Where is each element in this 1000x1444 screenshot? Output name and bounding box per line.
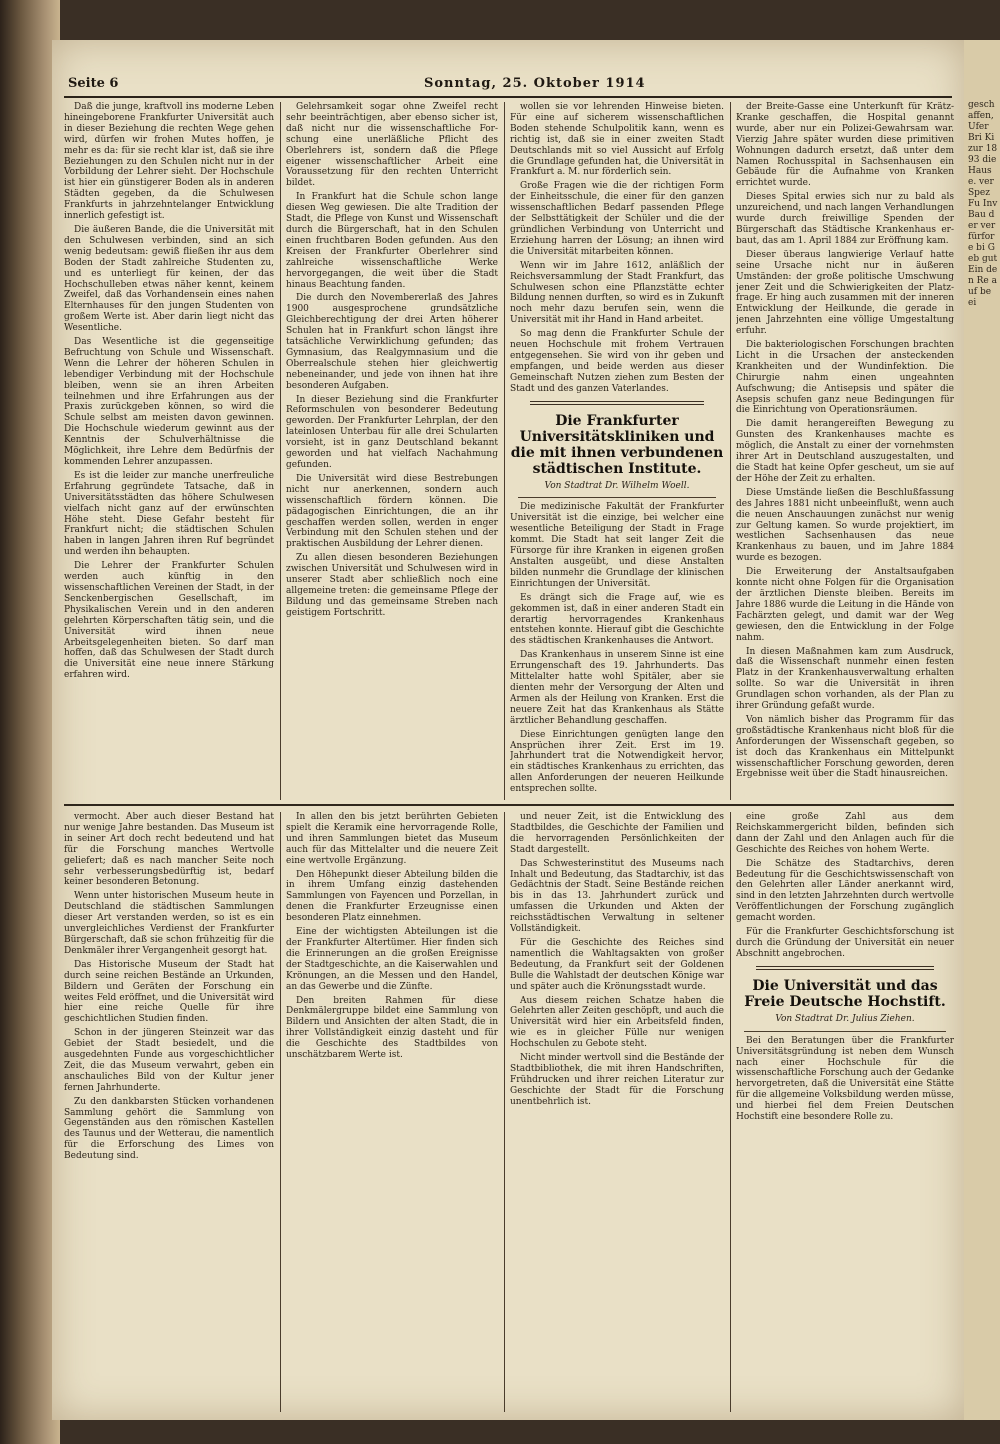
lower-column-2 bbox=[286, 812, 498, 1412]
paragraph: Daß die junge, kraftvoll ins moderne Leben hineingeborene Frankfurter Universität auch in dieser Beziehung die rechten Wege gehen wird, dürfen wir frohen Mutes hoffen, je mehr es da: für sie recht klar ist, daß sie ihre Beziehungen zu den Schulen nicht nur in der Vorbildung der Lehrer sieht. Der Hochschule ist hier ein günstigerer Boden als in anderen Städten gegeben, da die Schulwesen Frankfurts in jahrzehntelanger Entwicklung innerlich gefestigt ist. bbox=[64, 102, 274, 222]
paragraph: Aus diesem reichen Schatze haben die Gelehrten aller Zeiten geschöpft, und auch die Universität wird hier ein Arbeitsfeld finden, wie es in gleicher Fülle nur wenigen Hochschulen zu Gebote steht. bbox=[510, 995, 724, 1050]
paragraph: Wenn wir im Jahre 1612, anläßlich der Reichsversammlung der Stadt Frankfurt, das Schulwesen schon eine Pflanzstätte echter Bildung nennen durften, so wird es in Zukunft noch mehr dazu berufen sein, wenn die Universität mit ihr Hand in Hand arbeitet. bbox=[510, 260, 724, 326]
upper-column-3 bbox=[510, 102, 724, 800]
paragraph: Für die Frankfurter Geschichtsforschung ist durch die Gründung der Universität ein neuer Abschnitt angebrochen. bbox=[736, 927, 954, 959]
paragraph: Dieses Spital erwies sich nur zu bald als unzureichend, und nach langen Verhandlungen wurde durch freiwillige Spenden der Bürgerschaft das Städtische Krankenhaus erbaut, das am 1. April 1884 zur Eröffnung kam. bbox=[736, 192, 954, 246]
paragraph: Nicht minder wertvoll sind die Bestände der Stadtbibliothek, die mit ihren Handschriften, Frühdrucken und ihrer reichen Literatur zur Geschichte der Stadt für die Forschung unentbehrlich ist. bbox=[510, 1053, 724, 1107]
article-byline: Von Stadtrat Dr. Wilhelm Woell. bbox=[544, 480, 690, 491]
column-divider bbox=[504, 102, 505, 800]
paragraph: Die medizinische Fakultät der Frankfurter Universität ist die einzige, bei welcher eine wesentliche Beteiligung der Stadt in Frage kommt. Die Stadt hat seit langer Zeit die Fürsorge für ihre Kranken in eigenen großen Anstalten ausgeübt, und diese Anstalten bilden nunmehr die Grundlage der klinischen Einrichtungen der Universität. bbox=[510, 502, 724, 589]
paragraph: eine große Zahl aus dem Reichskammergericht bilden, befinden sich dann der Zahl und den Anlagen auch für die Geschichte des Reiches von hohem Werte. bbox=[736, 812, 954, 855]
upper-column-1 bbox=[64, 102, 274, 800]
paragraph: Die äußeren Bande, die die Universität mit den Schulwesen verbinden, sind an sich wenig bedeutsam: gewiß fließen ihr aus dem Boden der Stadt zahlreiche Studenten zu, und es unterliegt für keinen, der das Hochschulleben etwas näher kennt, keinem Zweifel, daß das Vorhandensein eines nahen Elternhauses für den jungen Studenten von großem Werte ist. Aber darin liegt nicht das Wesentliche. bbox=[64, 224, 274, 334]
article-byline: Von Stadtrat Dr. Julius Ziehen. bbox=[775, 1013, 915, 1024]
column-divider bbox=[504, 812, 505, 1412]
article-headline: Die Universität und das Freie Deutsche Hochstift. bbox=[744, 977, 946, 1010]
paragraph: Das Wesentliche ist die gegenseitige Befruchtung von Schule und Wissenschaft. Wenn die Lehrer der höheren Schulen in lebendiger Verbindung mit der Hochschule bleiben, wenn sie an ihren Arbeiten teilnehmen und ihre Erfahrungen aus der Praxis zurückgeben können, so wird die Schule selbst am meisten davon gewinnen. Die Hochschule wiederum gewinnt aus der Kenntnis der Schulverhältnisse die Möglichkeit, ihre Lehre dem Bedürfnis der kommenden Lehrer anzupassen. bbox=[64, 337, 274, 467]
paragraph: Die damit herangereiften Bewegung zu Gunsten des Krankenhauses machte es möglich, die Anstalt zu einer der vornehmsten ihrer Art in Deutschland auszugestalten, und die Stadt hat keine Opfer gescheut, um sie auf der Höhe der Zeit zu erhalten. bbox=[736, 419, 954, 484]
paragraph: Den breiten Rahmen für diese Denkmälergruppe bildet eine Sammlung von Bildern und Ansichten der alten Stadt, die in ihrer Vollständigkeit einzig dasteht und für die Geschichte des Stadtbildes von unschätzbarem Werte ist. bbox=[286, 995, 498, 1061]
paragraph: Die Universität wird diese Bestrebungen nicht nur anerkennen, sondern auch wissenschaftlich fördern können. Die pädagogischen Einrichtungen, die an ihr geschaffen werden sollen, werden in enger Verbindung mit den Schulen stehen und der praktischen Ausbildung der Lehrer dienen. bbox=[286, 473, 498, 550]
paragraph: Von nämlich bisher das Programm für das großstädtische Krankenhaus nicht bloß für die Anforderungen der Wissenschaft gegeben, so ist doch das Krankenhaus ein Mittelpunkt wissenschaftlicher Forschung geworden, deren Ergebnisse weit über die Stadt hinausreichen. bbox=[736, 714, 954, 780]
paragraph: Die Lehrer der Frankfurter Schulen werden auch künftig in den wissenschaftlichen Vereinen der Stadt, in der Senckenbergischen Gesellschaft, im Physikalischen Verein und in den anderen gelehrten Körperschaften tätig sein, und die Universität wird ihnen neue Arbeitsgelegenheiten bieten. So darf man hoffen, daß das Schulwesen der Stadt durch die Universität eine neue innere Stärkung erfahren wird. bbox=[64, 561, 274, 681]
paragraph: In dieser Beziehung sind die Frankfurter Reformschulen von besonderer Bedeutung geworden. Der Frankfurter Lehrplan, der den lateinlosen Unterbau für alle drei Schularten vorsieht, ist in ganz Deutschland bekannt geworden und hat vielfach Nachahmung gefunden. bbox=[286, 394, 498, 470]
paragraph: Das Krankenhaus in unserem Sinne ist eine Errungenschaft des 19. Jahrhunderts. Das Mittelalter hatte wohl Spitäler, aber sie dienten mehr der Versorgung der Alten und Armen als der Heilung von Kranken. Erst die neuere Zeit hat das Krankenhaus als Stätte ärztlicher Behandlung geschaffen. bbox=[510, 650, 724, 726]
column-divider bbox=[280, 812, 281, 1412]
paragraph: Es drängt sich die Frage auf, wie es gekommen ist, daß in einer anderen Stadt ein derartig hervorragendes Krankenhaus entstehen konnte. Hierauf gibt die Geschichte des städtischen Krankenhauses die Antwort. bbox=[510, 592, 724, 647]
paragraph: In Frankfurt hat die Schule schon lange diesen Weg gewiesen. Die alte Tradition der Stadt, die Pflege von Kunst und Wissenschaft durch die Bürgerschaft, hat in den Schulen einen fruchtbaren Boden gefunden. Aus den Kreisen der Frankfurter Oberlehrer sind zahlreiche wissenschaftliche Werke hervorgegangen, die weit über die Stadt hinaus Beachtung fanden. bbox=[286, 192, 498, 290]
section-divider bbox=[64, 804, 954, 806]
paragraph: Zu allen diesen besonderen Beziehungen zwischen Universität und Schulwesen wird in unserer Stadt aber schließlich noch eine allgemeine treten: die gemeinsame Pflege der Bildung und das gemeinsame Streben nach geistigem Fortschritt. bbox=[286, 553, 498, 618]
adjacent-page-text: geschaffen, Ufer Bri Ki zur 1893 die Hause. ver Spez Fu Inv Bau der ver fürfor e bi Geb gut Ein den Re auf be ei bbox=[968, 100, 998, 308]
paragraph: Gelehrsamkeit sogar ohne Zweifel recht sehr beeinträchtigen, aber ebenso sicher ist, daß nicht nur die wissenschaftliche Forschung eine unerläßliche Pflicht des Oberlehrers ist, sondern daß die Pflege eigener wissenschaftlicher Arbeit eine Voraussetzung für den rechten Unterricht bildet. bbox=[286, 102, 498, 189]
paragraph: und neuer Zeit, ist die Entwicklung des Stadtbildes, die Geschichte der Familien und die hervorragenden Persönlichkeiten der Stadt dargestellt. bbox=[510, 812, 724, 855]
paragraph: Große Fragen wie die der richtigen Form der Einheitsschule, die einer für den ganzen wissenschaftlichen Bedarf passenden Pflege der Selbsttätigkeit der Schüler und die der gründlichen Verbindung von Unterricht und Erziehung harren der Lösung; an ihnen wird die Universität mitarbeiten können. bbox=[510, 181, 724, 257]
byline-rule bbox=[744, 1031, 946, 1032]
paragraph: Bei den Beratungen über die Frankfurter Universitätsgründung ist neben dem Wunsch nach einer Hochschule für die wissenschaftliche Forschung auch der Gedanke hervorgetreten, daß die Universität eine Stätte für die allgemeine Volksbildung werden müsse, und hierbei fiel dem Freien Deutschen Hochstift eine besondere Rolle zu. bbox=[736, 1035, 954, 1123]
paragraph: wollen sie vor lehrenden Hinweise bieten. Für eine auf sicherem wissenschaftlichen Boden stehende Schulpolitik kann, wenn es richtig ist, daß sie in einer zweiten Stadt Deutschlands mit so viel Aussicht auf Erfolg die Grundlage gefunden hat, die Universität in Frankfurt a. M. nur förderlich sein. bbox=[510, 102, 724, 178]
lower-column-1 bbox=[64, 812, 274, 1412]
page-header bbox=[64, 74, 952, 98]
paragraph: In diesen Maßnahmen kam zum Ausdruck, daß die Wissenschaft nunmehr einen festen Platz in der Krankenhausverwaltung erhalten sollte. So war die Universität in ihren Grundlagen schon vorhanden, als der Plan zu ihrer Gründung gefaßt wurde. bbox=[736, 646, 954, 712]
issue-date: Sonntag, 25. Oktober 1914 bbox=[424, 76, 646, 91]
lower-column-3 bbox=[510, 812, 724, 1412]
paragraph: Schon in der jüngeren Steinzeit war das Gebiet der Stadt besiedelt, und die ausgedehnten Funde aus vorgeschichtlicher Zeit, die das Museum verwahrt, geben ein anschauliches Bild von der Kultur jener fernen Jahrhunderte. bbox=[64, 1028, 274, 1093]
paragraph: Diese Umstände ließen die Beschlußfassung des Jahres 1881 nicht unbeeinflußt, wenn auch die neuen Anschauungen zunächst nur wenig zur Geltung kamen. So wurde projektiert, im westlichen Sachsenhausen das neue Krankenhaus zu bauen, und im Jahre 1884 wurde es bezogen. bbox=[736, 487, 954, 564]
paragraph: Eine der wichtigsten Abteilungen ist die der Frankfurter Altertümer. Hier finden sich die Erinnerungen an die großen Ereignisse der Stadtgeschichte, an die Kaiserwahlen und Krönungen, an die Messen und den Handel, an das Gewerbe und die Zünfte. bbox=[286, 927, 498, 992]
byline-rule bbox=[518, 497, 716, 498]
paragraph: Das Schwesterinstitut des Museums nach Inhalt und Bedeutung, das Stadtarchiv, ist das Gedächtnis der Stadt. Seine Bestände reichen bis in das 13. Jahrhundert zurück und umfassen die Urkunden und Akten der reichsstädtischen Verwaltung in seltener Vollständigkeit. bbox=[510, 858, 724, 935]
page-number: Seite 6 bbox=[68, 76, 119, 91]
newspaper-page bbox=[52, 40, 964, 1420]
paragraph: Diese Einrichtungen genügten lange den Ansprüchen ihrer Zeit. Erst im 19. Jahrhundert trat die Notwendigkeit hervor, ein städtisches Krankenhaus zu errichten, das allen Anforderungen der neueren Heilkunde entsprechen sollte. bbox=[510, 729, 724, 795]
adjacent-page-edge bbox=[964, 40, 1000, 1420]
paragraph: Den Höhepunkt dieser Abteilung bilden die in ihrem Umfang einzig dastehenden Sammlungen von Fayencen und Porzellan, in denen die Frankfurter Erzeugnisse einen besonderen Platz einnehmen. bbox=[286, 869, 498, 924]
paragraph: Die Erweiterung der Anstaltsaufgaben konnte nicht ohne Folgen für die Organisation der ärztlichen Dienste bleiben. Bereits im Jahre 1886 wurde die Leitung in die Hände von Fachärzten gelegt, und damit war der Weg gewiesen, den die Entwicklung in der Folge nahm. bbox=[736, 567, 954, 643]
paragraph: Das Historische Museum der Stadt hat durch seine reichen Bestände an Urkunden, Bildern und Geräten der Forschung ein weites Feld eröffnet, und die Universität wird hier eine reiche Quelle für ihre geschichtlichen Studien finden. bbox=[64, 959, 274, 1025]
paragraph: Die Schätze des Stadtarchivs, deren Bedeutung für die Geschichtswissenschaft von den Gelehrten aller Länder anerkannt wird, sind in den letzten Jahrzehnten durch wertvolle Veröffentlichungen der Forschung zugänglich gemacht worden. bbox=[736, 858, 954, 924]
column-divider bbox=[730, 102, 731, 800]
column-divider bbox=[730, 812, 731, 1412]
lower-column-4 bbox=[736, 812, 954, 1412]
paragraph: Für die Geschichte des Reiches sind namentlich die Wahltagsakten von großer Bedeutung, da Frankfurt seit der Goldenen Bulle die Wahlstadt der deutschen Könige war und später auch die Krönungsstadt wurde. bbox=[510, 937, 724, 992]
book-spine bbox=[0, 0, 60, 1444]
paragraph: Es ist die leider zur manche unerfreuliche Erfahrung gegründete Tatsache, daß in Universitätsstädten das höhere Schulwesen vielfach nicht ganz auf der erwünschten Höhe steht. Diese Gefahr besteht für Frankfurt nicht; die städtischen Schulen haben in langen Jahren ihren Ruf begründet und werden ihn behaupten. bbox=[64, 470, 274, 558]
paragraph: Wenn unter historischen Museum heute in Deutschland die städtischen Sammlungen dieser Art verstanden werden, so ist es ein unvergleichliches Verdienst der Frankfurter Bürgerschaft, daß sie schon frühzeitig für die Denkmäler ihrer Vergangenheit gesorgt hat. bbox=[64, 891, 274, 956]
paragraph: der Breite-Gasse eine Unterkunft für Krätz-Kranke geschaffen, die Hospital genannt wurde, aber nur ein Polizei-Gewahrsam war. Vierzig Jahre später wurden diese primitiven Wohnungen dadurch ersetzt, daß unter dem Namen Rochusspital in Sachsenhausen ein Gebäude für die Aufnahme von Kranken errichtet wurde. bbox=[736, 102, 954, 189]
paragraph: Die durch den Novembererlaß des Jahres 1900 ausgesprochene grundsätzliche Gleichberechtigung der drei Arten höherer Schulen hat in Frankfurt schon längst ihre tatsächliche Verwirklichung gefunden; das Gymnasium, das Realgymnasium und die Oberrealschule stehen hier gleichwertig nebeneinander, und jede von ihnen hat ihre besonderen Aufgaben. bbox=[286, 293, 498, 391]
paragraph: In allen den bis jetzt berührten Gebieten spielt die Keramik eine hervorragende Rolle, und ihren Sammlungen bietet das Museum auch für das Mittelalter und die neuere Zeit eine wertvolle Ergänzung. bbox=[286, 812, 498, 866]
upper-column-2 bbox=[286, 102, 498, 800]
paragraph: Dieser überaus langwierige Verlauf hatte seine Ursache nicht nur in äußeren Umständen: der große politische Umschwung jener Zeit und die Schwierigkeiten der Platzfrage. Er hing auch zusammen mit der inneren Entwicklung der Heilkunde, die gerade in jenen Jahrzehnten eine völlige Umgestaltung erfuhr. bbox=[736, 249, 954, 337]
section-rule bbox=[530, 401, 704, 405]
article-headline: Die Frankfurter Universitätskliniken und die mit ihnen verbundenen städtischen Institute. bbox=[510, 412, 724, 477]
paragraph: Zu den dankbarsten Stücken vorhandenen Sammlung gehört die Sammlung von Gegenständen aus den römischen Kastellen des Taunus und der Wetterau, die namentlich für die Erforschung des Limes von Bedeutung sind. bbox=[64, 1096, 274, 1162]
paragraph: Die bakteriologischen Forschungen brachten Licht in die Ursachen der ansteckenden Krankheiten und der Wundinfektion. Die Chirurgie nahm einen ungeahnten Aufschwung; die Antisepsis und später die Asepsis schufen ganz neue Bedingungen für die Einrichtung von Operationsräumen. bbox=[736, 340, 954, 416]
paragraph: So mag denn die Frankfurter Schule der neuen Hochschule mit frohem Vertrauen entgegensehen. Sie wird von ihr geben und empfangen, und beide werden aus dieser Gemeinschaft Nutzen ziehen zum Besten der Stadt und des ganzen Vaterlandes. bbox=[510, 329, 724, 394]
column-divider bbox=[280, 102, 281, 800]
paragraph: vermocht. Aber auch dieser Bestand hat nur wenige Jahre bestanden. Das Museum ist in seiner Art doch recht bedeutend und hat für die Forschung manches Wertvolle geliefert; daß es nach mancher Seite noch sehr verbesserungsbedürftig ist, bedarf keiner besonderen Betonung. bbox=[64, 812, 274, 888]
upper-column-4 bbox=[736, 102, 954, 800]
section-rule bbox=[756, 966, 934, 970]
